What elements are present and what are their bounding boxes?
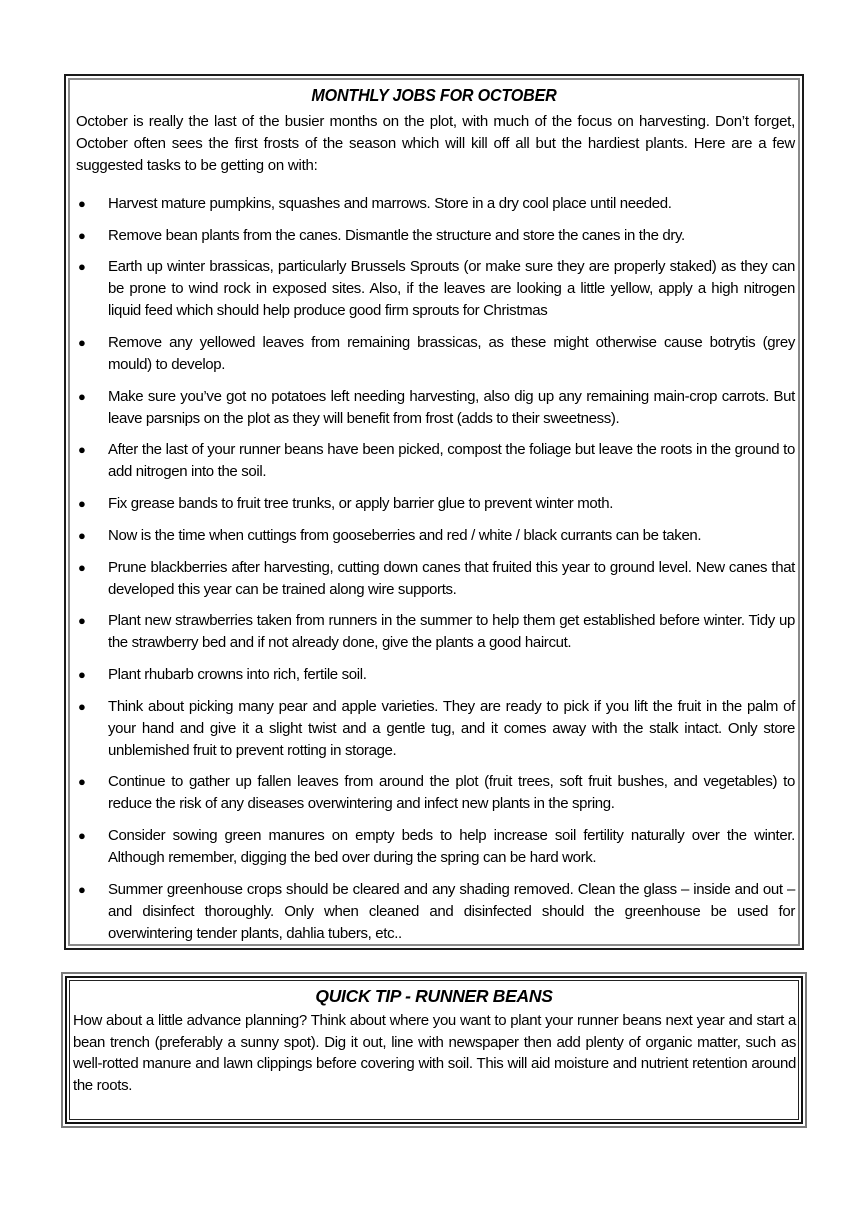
bullet-icon: ● xyxy=(78,881,86,897)
task-item xyxy=(70,525,798,547)
task-item xyxy=(70,193,798,215)
bullet-icon: ● xyxy=(78,698,86,714)
monthly-jobs-title: MONTHLY JOBS FOR OCTOBER xyxy=(311,85,557,105)
bullet-icon: ● xyxy=(78,666,86,682)
task-item xyxy=(70,771,798,815)
task-item xyxy=(70,332,798,376)
bullet-icon: ● xyxy=(78,496,86,512)
task-text: Consider sowing green manures on empty beds to help increase soil fertility naturally over the winter. Although remember, digging the bed over during the spring can be hard work. xyxy=(108,826,795,866)
task-item xyxy=(70,879,798,945)
task-item xyxy=(70,256,798,322)
monthly-jobs-box xyxy=(64,74,804,950)
bullet-icon: ● xyxy=(78,259,86,275)
task-item xyxy=(70,386,798,430)
bullet-icon: ● xyxy=(78,196,86,211)
bullet-icon: ● xyxy=(78,442,86,458)
task-item xyxy=(70,439,798,483)
task-item xyxy=(70,610,798,654)
bullet-icon: ● xyxy=(78,559,86,575)
task-text: Fix grease bands to fruit tree trunks, or apply barrier glue to prevent winter moth. xyxy=(108,495,614,513)
task-item xyxy=(70,225,798,247)
task-text: Continue to gather up fallen leaves from around the plot (fruit trees, soft fruit bushes, and vegetables) to reduce the risk of any diseases overwintering and infect new plants in the spring. xyxy=(108,773,795,813)
bullet-icon: ● xyxy=(78,335,86,351)
monthly-jobs-box-inner xyxy=(68,78,800,946)
bullet-icon: ● xyxy=(78,388,86,404)
task-text: Summer greenhouse crops should be cleared and any shading removed. Clean the glass – inside and out – and disinfect thoroughly. Only when cleaned and disinfected should the greenhouse be used for overwintering tender plants, dahlia tubers, etc.. xyxy=(108,880,795,942)
bullet-icon: ● xyxy=(78,227,86,243)
task-text: Plant new strawberries taken from runners in the summer to help them get established before winter. Tidy up the strawberry bed and if not already done, give the plants a good haircut. xyxy=(108,612,795,652)
quick-tip-box xyxy=(61,972,807,1128)
task-text: Now is the time when cuttings from gooseberries and red / white / black currants can be taken. xyxy=(108,526,702,544)
bullet-icon: ● xyxy=(78,827,86,843)
quick-tip-title: QUICK TIP - RUNNER BEANS xyxy=(315,986,553,1006)
task-item xyxy=(70,696,798,762)
task-item xyxy=(70,493,798,515)
monthly-jobs-intro: October is really the last of the busier months on the plot, with much of the focus on harvesting. Don’t forget, October often sees the first frosts of the season which will kill off all but the hardiest plants. Here are a few suggested tasks to be getting on with: xyxy=(76,113,795,174)
task-item xyxy=(70,664,798,686)
task-item xyxy=(70,557,798,601)
bullet-icon: ● xyxy=(78,613,86,629)
task-text: Plant rhubarb crowns into rich, fertile soil. xyxy=(108,665,367,683)
task-text: Harvest mature pumpkins, squashes and marrows. Store in a dry cool place until needed. xyxy=(108,195,672,212)
task-text: Earth up winter brassicas, particularly Brussels Sprouts (or make sure they are properly staked) as they can be prone to wind rock in exposed sites. Also, if the leaves are looking a little yellow, apply a high nitrogen liquid feed which should help produce good firm sprouts for Christmas xyxy=(108,258,795,320)
task-text: Make sure you’ve got no potatoes left needing harvesting, also dig up any remaining main-crop carrots. But leave parsnips on the plot as they will benefit from frost (adds to their sweetness). xyxy=(108,387,795,427)
bullet-icon: ● xyxy=(78,774,86,790)
task-list xyxy=(70,193,798,945)
quick-tip-box-frame xyxy=(65,976,803,1124)
quick-tip-box-inner xyxy=(69,980,799,1120)
task-text: Remove any yellowed leaves from remaining brassicas, as these might otherwise cause botrytis (grey mould) to develop. xyxy=(108,334,795,374)
task-text: Prune blackberries after harvesting, cutting down canes that fruited this year to ground level. New canes that developed this year can be trained along wire supports. xyxy=(108,558,795,598)
quick-tip-text: How about a little advance planning? Think about where you want to plant your runner beans next year and start a bean trench (preferably a sunny spot). Dig it out, line with newspaper then add plenty of organic matter, such as well-rotted manure and lawn clippings before covering with soil. This will aid moisture and nutrient retention around the roots. xyxy=(73,1012,796,1094)
task-text: Remove bean plants from the canes. Dismantle the structure and store the canes in the dry. xyxy=(108,226,685,244)
bullet-icon: ● xyxy=(78,527,86,543)
task-text: Think about picking many pear and apple varieties. They are ready to pick if you lift the fruit in the palm of your hand and give it a slight twist and a gentle tug, and it comes away with the stalk intact. Only store unblemished fruit to prevent rotting in storage. xyxy=(108,697,795,759)
task-item xyxy=(70,825,798,869)
task-text: After the last of your runner beans have been picked, compost the foliage but leave the roots in the ground to add nitrogen into the soil. xyxy=(108,441,795,481)
